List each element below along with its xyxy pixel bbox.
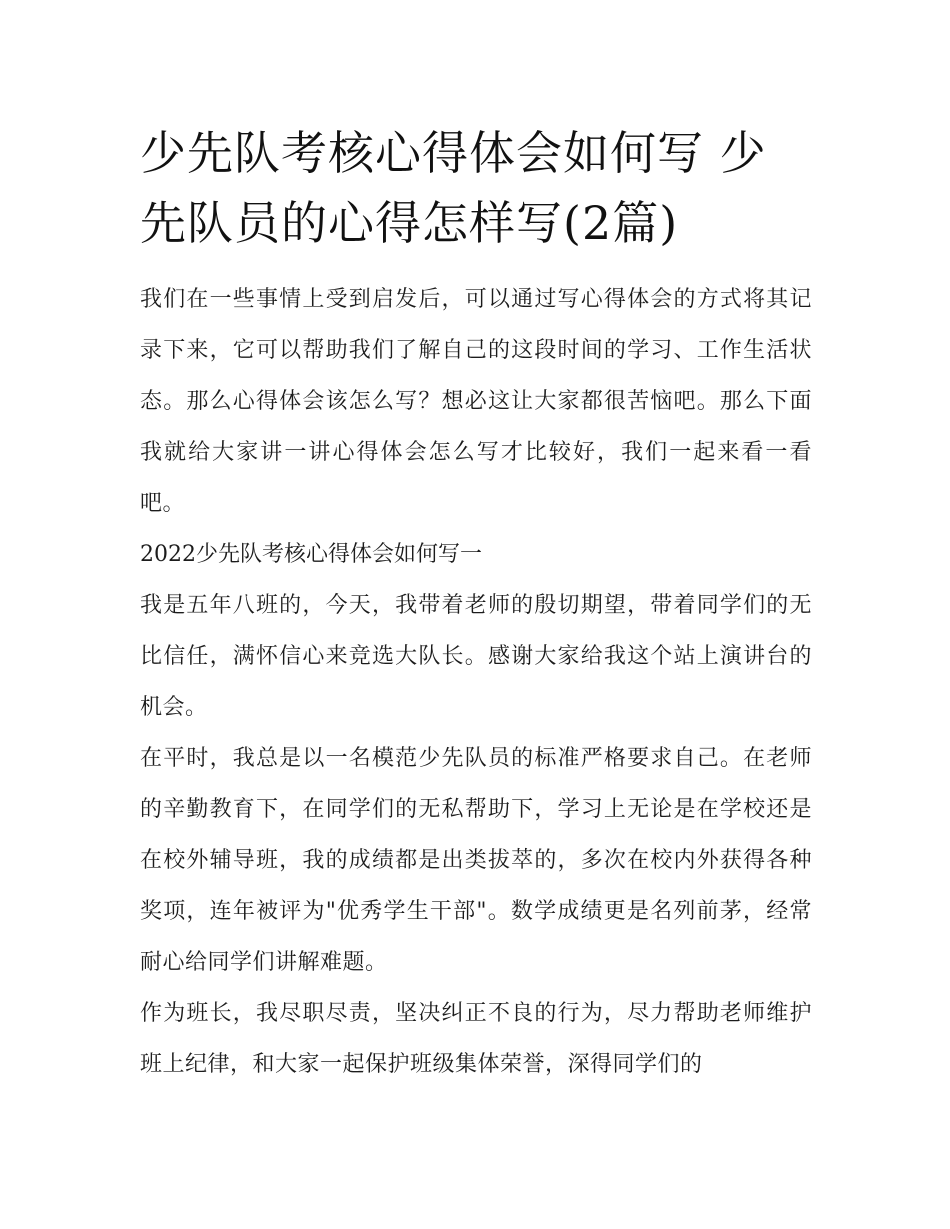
- body-paragraph: 作为班长，我尽职尽责，坚决纠正不良的行为，尽力帮助老师维护班上纪律，和大家一起保护班级集体荣誉，深得同学们的: [140, 1001, 812, 1077]
- intro-paragraph: 我们在一些事情上受到启发后，可以通过写心得体会的方式将其记录下来，它可以帮助我们了解自己的这段时间的学习、工作生活状态。那么心得体会该怎么写？想必这让大家都很苦恼吧。那么下面我就给大家讲一讲心得体会怎么写才比较好，我们一起来看一看吧。: [140, 287, 812, 516]
- document-title: 少先队考核心得体会如何写 少先队员的心得怎样写(2篇): [140, 126, 767, 250]
- section-heading: 2022少先队考核心得体会如何写一: [140, 542, 482, 567]
- body-paragraph: 在平时，我总是以一名模范少先队员的标准严格要求自己。在老师的辛勤教育下，在同学们的无私帮助下，学习上无论是在学校还是在校外辅导班，我的成绩都是出类拔萃的，多次在校内外获得各种奖项，连年被评为"优秀学生干部"。数学成绩更是名列前茅，经常耐心给同学们讲解难题。: [140, 746, 812, 975]
- body-paragraph: 我是五年八班的，今天，我带着老师的殷切期望，带着同学们的无比信任，满怀信心来竞选大队长。感谢大家给我这个站上演讲台的机会。: [140, 593, 812, 720]
- document-body: [140, 118, 812, 1090]
